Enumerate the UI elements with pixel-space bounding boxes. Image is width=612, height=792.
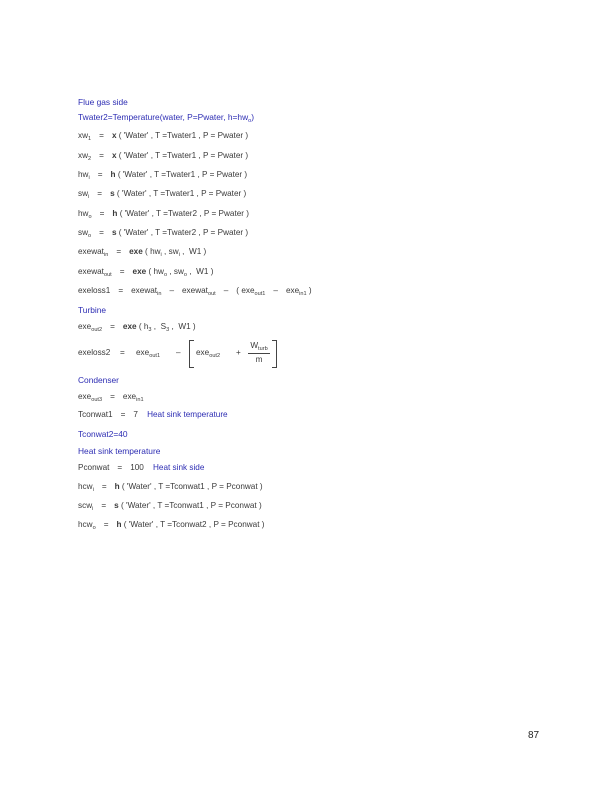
eq-scwi — [78, 500, 262, 515]
eq-args: ( 'Water' , T =Twater2 , P = Pwater ) — [119, 209, 250, 218]
section-turbine: Turbine — [78, 305, 107, 315]
eq-lhs: exe — [78, 392, 92, 401]
eq-lhs-sub: o — [88, 233, 92, 239]
eq-exeloss1: exeloss1 = exewat$_{in}$ – exewat$_{out}$ – ( exe$_{out1}$ – exe$_{in1}$ ) — [78, 286, 312, 297]
twater2-text: Twater2=Temperature(water, P=Pwater, h=hw — [78, 112, 249, 122]
eq-function: exe — [132, 267, 147, 276]
eq-term: exewat — [182, 286, 208, 295]
eq-args: ( 'Water' , T =Twater1 , P = Pwater ) — [116, 189, 247, 198]
eq-term-sub: out — [207, 291, 216, 297]
eq-function: h — [114, 482, 120, 491]
equals-sign: = — [97, 170, 103, 179]
eq-lhs: hw — [78, 209, 89, 218]
eq-term: exe — [285, 286, 300, 295]
eq-lhs: sw — [78, 228, 89, 237]
eq-term: exe — [241, 286, 255, 295]
eq-lhs: exewat — [78, 247, 104, 256]
page-number: 87 — [528, 730, 540, 741]
eq-term-sub: in1 — [299, 291, 307, 297]
eq-args: ( 'Water' , T =Tconwat2 , P = Pconwat ) — [123, 520, 265, 529]
fraction — [248, 341, 270, 364]
equals-sign: = — [117, 463, 123, 472]
twater2-sub: o — [248, 118, 252, 124]
eq-term-name: exe — [196, 348, 210, 357]
section-heat-sink-temperature: Heat sink temperature — [78, 446, 161, 456]
eq-lhs-sub: 2 — [88, 156, 92, 162]
eq-arg: W1 — [178, 322, 191, 331]
eq-args: ( 'Water' , T =Tconwat1 , P = Pconwat ) — [121, 482, 263, 491]
eq-lhs: exeloss2 — [78, 348, 111, 357]
eq-args: ( 'Water' , T =Twater2 , P = Pwater ) — [118, 228, 249, 237]
eq-function: h — [112, 209, 118, 218]
equals-sign: = — [97, 189, 103, 198]
eq-arg-sub: o — [163, 272, 168, 278]
eq-hwi — [78, 169, 247, 184]
equals-sign: = — [120, 348, 125, 357]
equals-sign: = — [110, 322, 115, 331]
eq-exewat-out: exewat$_{out}$ = exe ( $hw_o$ , $sw_o$ , W1 ) — [78, 267, 214, 278]
eq-lhs-sub: out — [103, 272, 112, 278]
eq-term — [196, 348, 220, 359]
eq-function: exe — [129, 247, 143, 256]
eq-function: s — [111, 228, 117, 237]
numerator-sub: turb — [258, 346, 268, 352]
equals-sign: = — [101, 501, 107, 510]
minus-sign: – — [223, 286, 229, 295]
equals-sign: = — [101, 482, 107, 491]
eq-arg-sub: 3 — [166, 327, 170, 333]
twater2-close: ) — [251, 112, 255, 122]
eq-args: ( 'Water' , T =Twater1 , P = Pwater ) — [118, 151, 249, 160]
eq-function: s — [110, 189, 115, 198]
eq-lhs-sub: i — [92, 487, 94, 493]
equals-sign: = — [119, 267, 125, 276]
eq-function: x — [111, 131, 117, 140]
tconwat2-statement: Tconwat2=40 — [78, 429, 128, 439]
equals-sign: = — [99, 151, 104, 160]
eq-lhs-sub: i — [92, 506, 94, 512]
eq-lhs-sub: out2 — [91, 327, 103, 333]
eq-term-name: exe — [136, 348, 150, 357]
eq-lhs: Tconwat1 — [78, 410, 113, 419]
eq-args: ( 'Water' , T =Twater1 , P = Pwater ) — [118, 131, 249, 140]
equals-sign: = — [103, 520, 109, 529]
equals-sign: = — [99, 209, 105, 218]
eq-lhs-sub: i — [88, 175, 90, 181]
eq-rhs: 7 — [133, 410, 138, 419]
eq-arg: sw — [173, 267, 184, 276]
eq-arg: sw — [168, 247, 179, 256]
eq-lhs: hcw — [78, 482, 93, 491]
eq-lhs: hw — [78, 170, 89, 179]
eq-arg-sub: 3 — [148, 327, 152, 333]
eq-rhs: exe — [122, 392, 137, 401]
eq-function: h — [116, 520, 122, 529]
minus-sign: – — [169, 286, 174, 295]
eq-xw2 — [78, 150, 248, 165]
equals-sign: = — [110, 392, 115, 401]
eq-args: ( 'Water' , T =Tconwat1 , P = Pconwat ) — [121, 501, 262, 510]
twater2-statement — [78, 111, 254, 127]
fraction-denominator: m — [255, 355, 263, 364]
plus-sign: + — [236, 348, 241, 357]
eq-exe-out2: exe$_{out2}$ = exe ( $h_3$ , $S_3$ , W1 ) — [78, 322, 196, 333]
eq-arg: W1 — [188, 247, 202, 256]
section-flue-gas-side: Flue gas side — [78, 97, 128, 107]
eq-lhs: exewat — [78, 267, 104, 276]
eq-function: h — [110, 170, 116, 179]
eq-arg: S — [160, 322, 167, 331]
eq-arg: hw — [153, 267, 164, 276]
eq-lhs: exe — [78, 322, 92, 331]
eq-term-sub: out1 — [254, 291, 266, 297]
eq-args: ( 'Water' , T =Twater1 , P = Pwater ) — [117, 170, 248, 179]
eq-lhs: Pconwat — [78, 463, 110, 472]
equals-sign: = — [118, 286, 124, 295]
eq-exewat-in: exewat$_{in}$ = exe ( $hw_i$ , $sw_i$ , W1 ) — [78, 247, 207, 258]
eq-lhs: exeloss1 — [78, 286, 111, 295]
eq-term: exewat — [131, 286, 158, 295]
eq-arg-sub: i — [160, 252, 162, 258]
minus-sign: – — [176, 348, 181, 357]
minus-sign: – — [273, 286, 278, 295]
eq-arg: W1 — [196, 267, 209, 276]
eq-lhs-sub: out3 — [91, 397, 103, 403]
eq-pconwat — [78, 462, 204, 474]
equals-sign: = — [116, 247, 122, 256]
eq-exe-out3 — [78, 391, 144, 406]
eq-function: s — [114, 501, 119, 510]
fraction-numerator — [248, 341, 270, 352]
equals-sign: = — [99, 228, 104, 237]
equals-sign: = — [120, 410, 126, 419]
eq-comment: Heat sink side — [152, 463, 205, 472]
eq-lhs-sub: in — [103, 252, 109, 258]
eq-lhs: xw — [78, 131, 89, 140]
equals-sign: = — [99, 131, 104, 140]
section-condenser: Condenser — [78, 375, 119, 385]
eq-lhs: hcw — [78, 520, 93, 529]
eq-tconwat1 — [78, 409, 228, 421]
eq-lhs: xw — [78, 151, 89, 160]
eq-term-sub: out1 — [149, 353, 161, 359]
eq-hcwo — [78, 519, 265, 534]
eq-lhs: scw — [78, 501, 93, 510]
eq-lhs-sub: o — [88, 214, 92, 220]
eq-comment: Heat sink temperature — [147, 410, 228, 419]
eq-swo — [78, 227, 248, 242]
eq-term-sub: out2 — [209, 353, 221, 359]
eq-lhs-sub: o — [92, 525, 96, 531]
eq-rhs: 100 — [130, 463, 144, 472]
eq-xw1 — [78, 130, 248, 145]
numerator-symbol: W — [250, 341, 259, 350]
eq-term-sub: in — [157, 291, 162, 297]
eq-arg: h — [143, 322, 149, 331]
eq-arg-sub: i — [178, 252, 180, 258]
eq-function: exe — [122, 322, 137, 331]
eq-hcwi — [78, 481, 263, 496]
fraction-bar — [248, 353, 270, 354]
eq-arg-sub: o — [183, 272, 188, 278]
eq-lhs-sub: i — [88, 194, 90, 200]
eq-lhs-sub: 1 — [88, 136, 92, 142]
eq-arg: hw — [150, 247, 161, 256]
eq-swi — [78, 188, 246, 203]
eq-lhs: sw — [78, 189, 89, 198]
eq-term — [136, 348, 160, 359]
eq-rhs-sub: in1 — [136, 397, 144, 403]
eq-function: x — [111, 151, 117, 160]
eq-hwo — [78, 208, 249, 223]
